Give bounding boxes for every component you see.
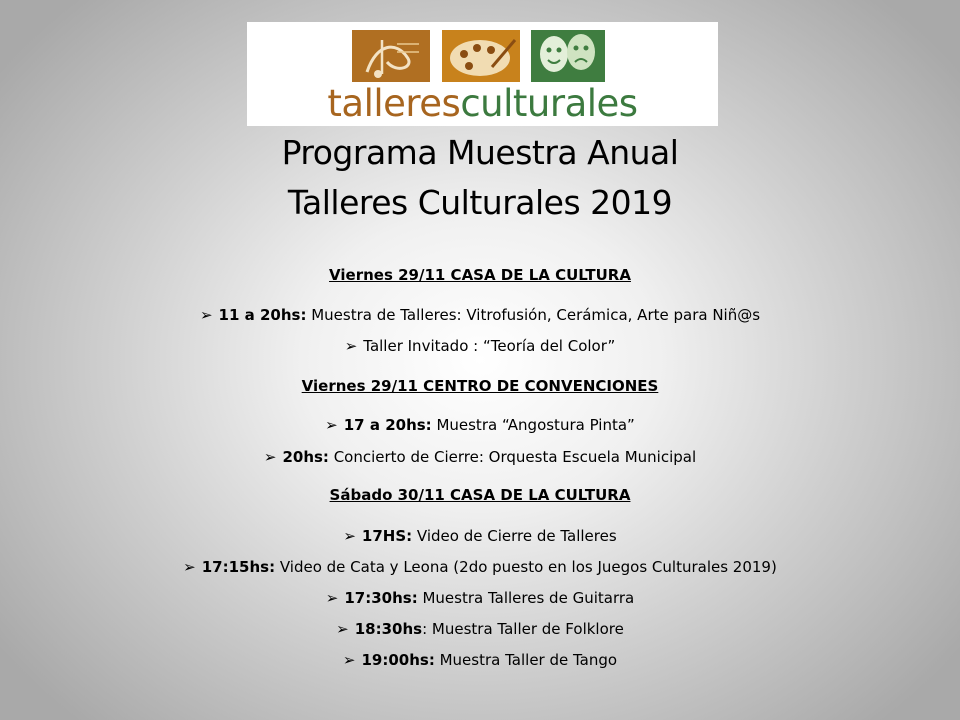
list-item [0, 305, 960, 325]
list-item [0, 619, 960, 639]
arrow-bullet-icon: ➢ [344, 337, 358, 355]
item-text: Concierto de Cierre: Orquesta Escuela Municipal [328, 448, 697, 466]
section-heading: Viernes 29/11 CASA DE LA CULTURA [329, 266, 631, 284]
arrow-bullet-icon: ➢ [183, 558, 196, 576]
section-heading: Sábado 30/11 CASA DE LA CULTURA [329, 486, 631, 504]
title-line-1: Programa Muestra Anual [281, 133, 679, 172]
item-time: 11 a 20hs: [218, 306, 307, 324]
item-time: 17HS: [361, 527, 413, 545]
item-text: Video de Cierre de Talleres [412, 527, 617, 545]
item-time: 20hs: [282, 448, 329, 466]
list-item [0, 336, 960, 356]
arrow-bullet-icon: ➢ [325, 589, 339, 607]
title-line-2: Talleres Culturales 2019 [287, 183, 673, 222]
arrow-bullet-icon: ➢ [199, 306, 213, 324]
section-viernes-centro-convenciones [0, 376, 960, 467]
item-text: Muestra “Angostura Pinta” [431, 416, 635, 434]
logo-wordmark [247, 84, 718, 124]
item-text: Taller Invitado : “Teoría del Color” [363, 337, 616, 355]
logo-word-culturales: culturales [460, 82, 638, 125]
item-text: Muestra Talleres de Guitarra [417, 589, 635, 607]
talleres-culturales-logo [247, 22, 718, 126]
item-time: 17 a 20hs: [343, 416, 432, 434]
item-text: : Muestra Taller de Folklore [422, 620, 624, 638]
logo-word-talleres: talleres [327, 82, 461, 125]
program-content [0, 265, 960, 670]
arrow-bullet-icon: ➢ [325, 416, 338, 434]
item-text: Video de Cata y Leona (2do puesto en los Juegos Culturales 2019) [275, 558, 777, 576]
list-item [0, 526, 960, 546]
section-viernes-casa-cultura [0, 265, 960, 356]
page-title [0, 128, 960, 228]
item-text: Muestra Taller de Tango [434, 651, 618, 669]
item-time: 17:30hs: [344, 589, 418, 607]
arrow-bullet-icon: ➢ [263, 448, 277, 466]
section-heading: Viernes 29/11 CENTRO DE CONVENCIONES [301, 377, 659, 395]
list-item [0, 650, 960, 670]
item-time: 17:15hs: [201, 558, 276, 576]
item-time: 19:00hs: [361, 651, 435, 669]
list-item [0, 557, 960, 577]
section-sabado-casa-cultura [0, 485, 960, 670]
item-text: Muestra de Talleres: Vitrofusión, Cerámica, Arte para Niñ@s [306, 306, 761, 324]
arrow-bullet-icon: ➢ [336, 620, 349, 638]
item-time: 18:30hs [354, 620, 423, 638]
list-item [0, 447, 960, 467]
arrow-bullet-icon: ➢ [343, 527, 356, 545]
arrow-bullet-icon: ➢ [342, 651, 356, 669]
list-item [0, 588, 960, 608]
list-item [0, 415, 960, 435]
music-block-icon [352, 30, 430, 82]
